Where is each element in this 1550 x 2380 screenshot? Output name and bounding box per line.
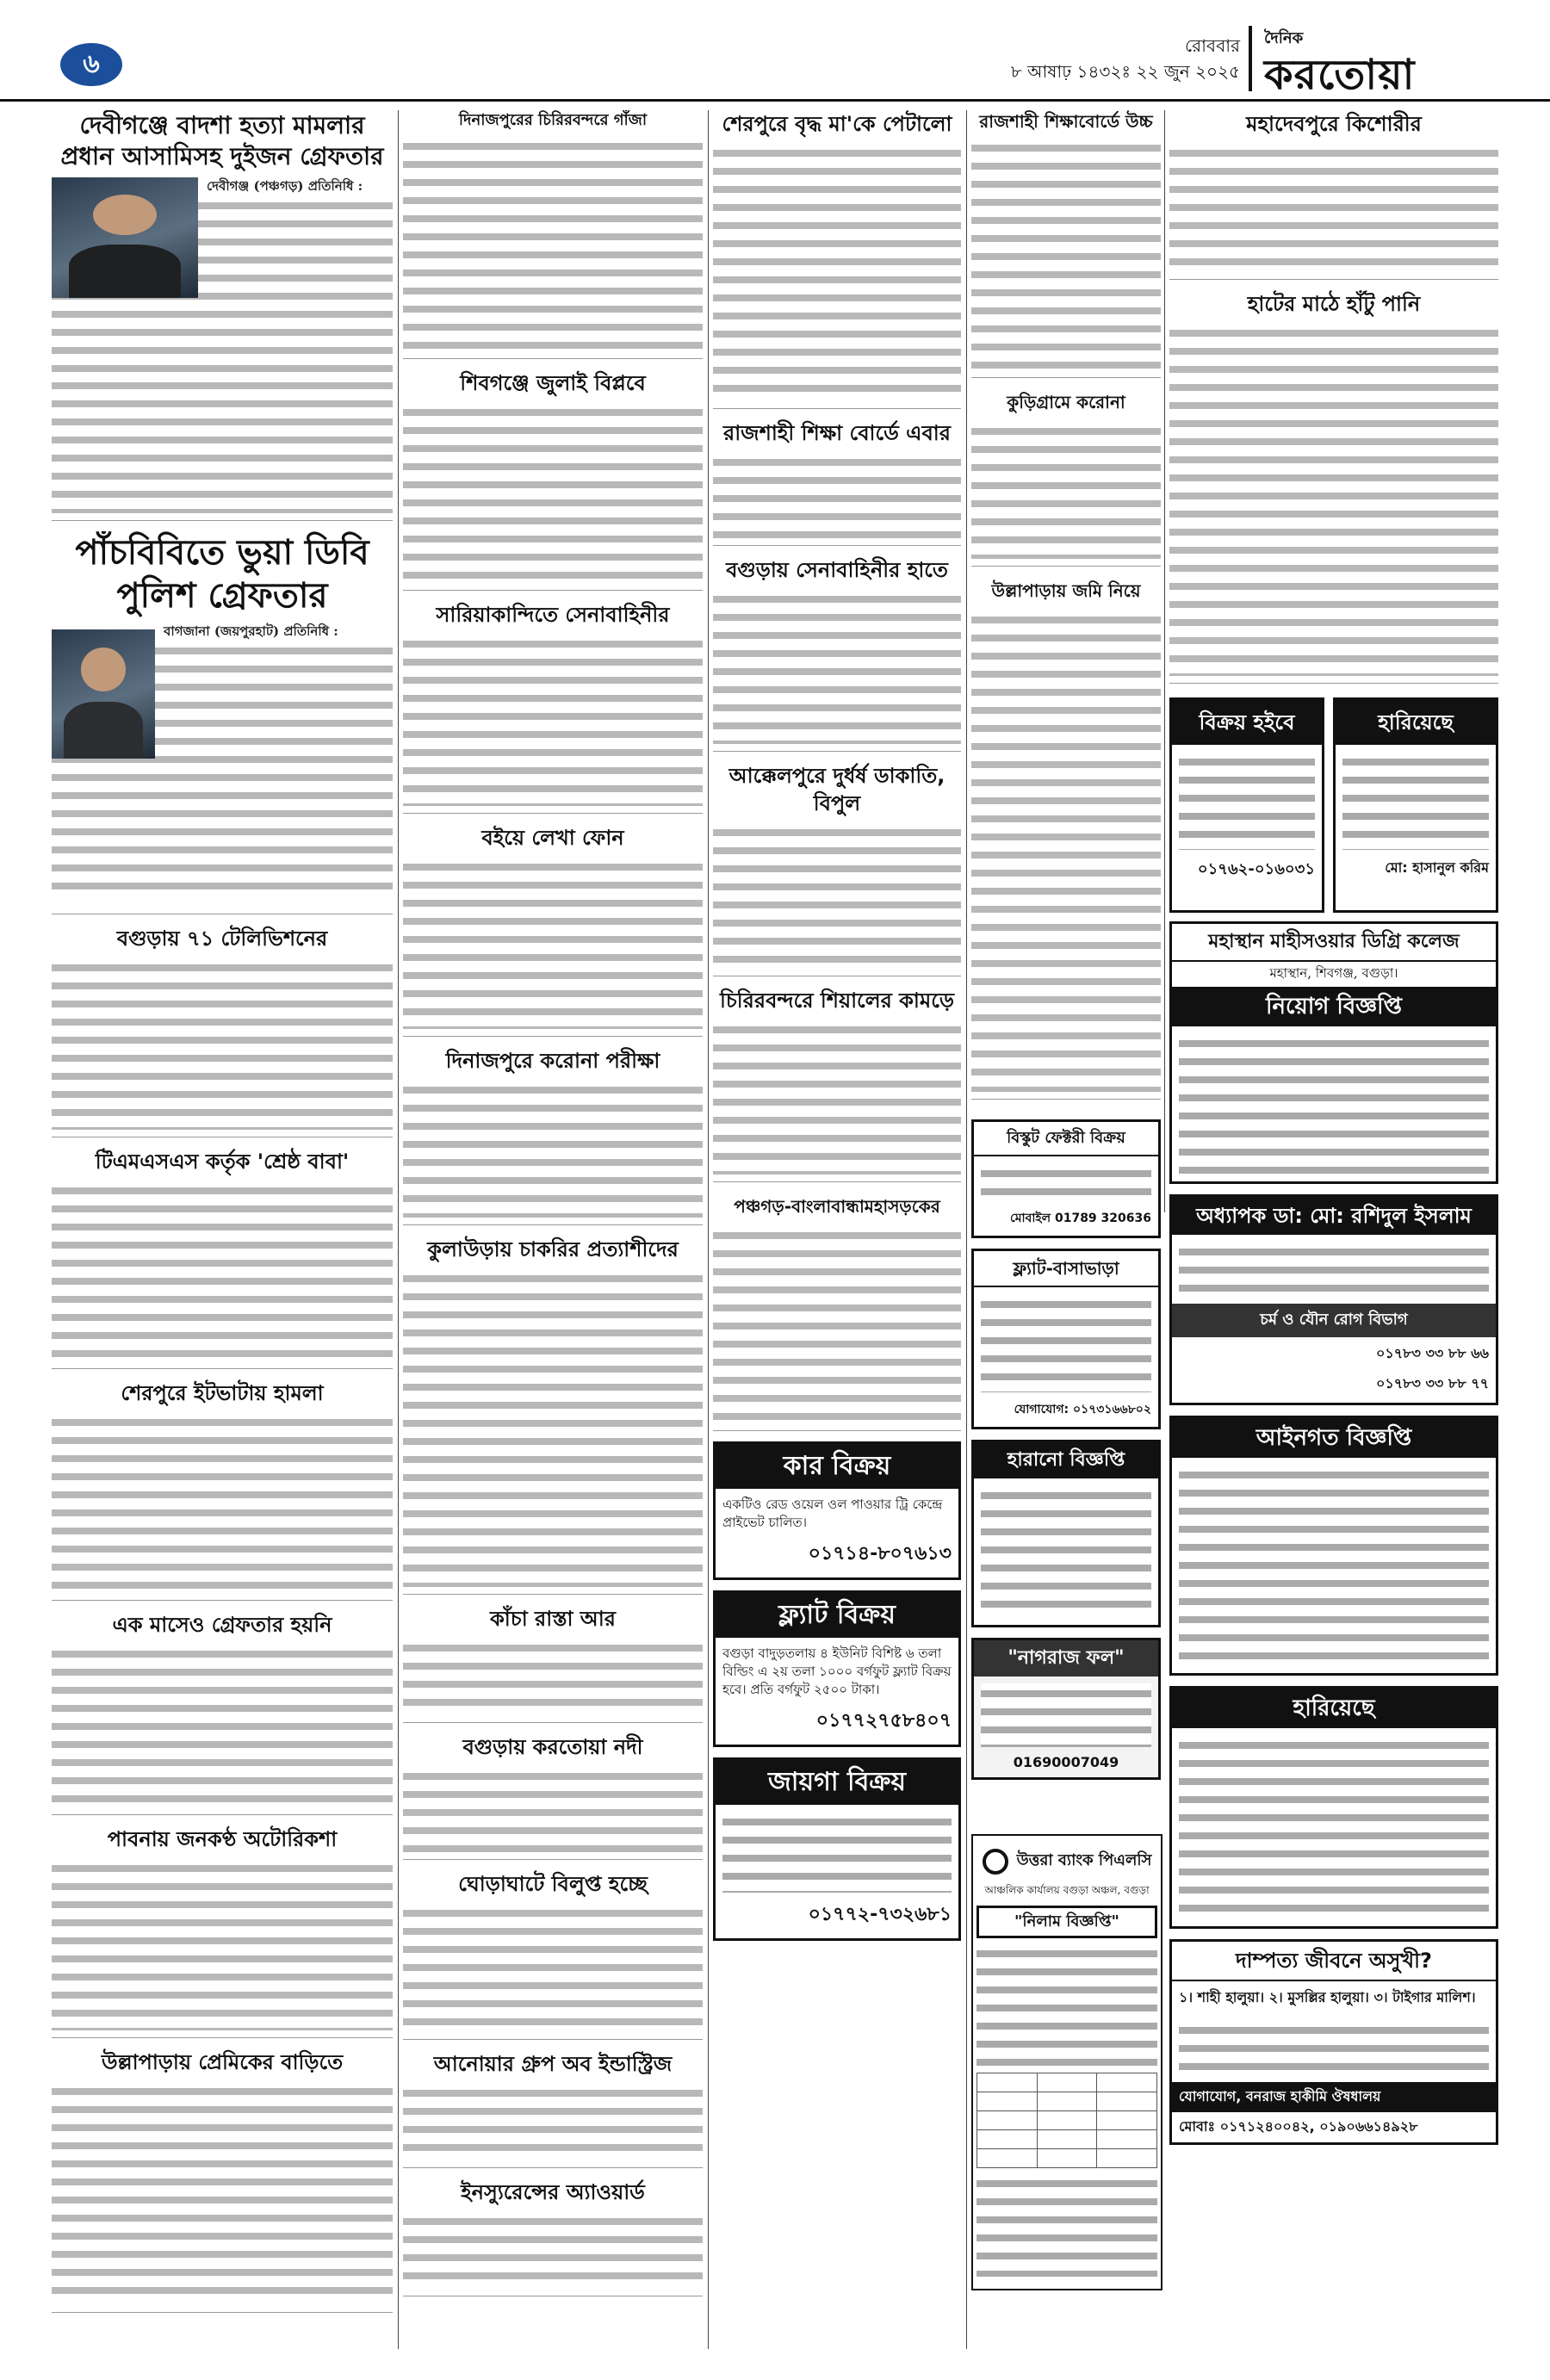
ad-phone: ০১৭১৪-৮০৭৬১৩ <box>808 1543 952 1565</box>
logo-name: করতোয়া <box>1264 51 1416 99</box>
lost-ad-slot <box>1333 697 1498 913</box>
ad-title: ফ্ল্যাট-বাসাভাড়া <box>974 1251 1158 1287</box>
story-text <box>52 1181 393 1361</box>
story-headline[interactable]: শেরপুরে ইটভাটায় হামলা <box>121 1381 324 1405</box>
ad-text <box>1179 1465 1489 1666</box>
ad-text <box>981 1294 1151 1392</box>
story-text <box>713 143 961 401</box>
ad-text <box>1179 1735 1489 1919</box>
story-headline[interactable]: দিনাজপুরে করোনা পরীক্ষা <box>445 1049 660 1073</box>
ad-title: আইনগত বিজ্ঞপ্তি <box>1172 1418 1496 1458</box>
story-text <box>52 1644 393 1807</box>
recruitment-notice[interactable] <box>1169 921 1498 1184</box>
column-2 <box>403 110 703 2349</box>
story-headline[interactable]: আক্কেলপুরে দুর্ধর্ষ ডাকাতি, বিপুল <box>728 764 946 815</box>
lost-certificate-notice[interactable] <box>1169 1686 1498 1929</box>
bank-logo-icon <box>983 1849 1008 1875</box>
story-headline[interactable]: পাবনায় জনকণ্ঠ অটোরিকশা <box>107 1827 338 1851</box>
story-headline[interactable]: উল্লাপাড়ায় প্রেমিকের বাড়িতে <box>101 2050 344 2074</box>
story <box>403 1236 703 1595</box>
story-headline[interactable]: পাঁচবিবিতে ভুয়া ডিবি পুলিশ গ্রেফতার <box>75 533 369 616</box>
ad-text <box>1179 752 1315 850</box>
ad-title: "নাগরাজ ফল" <box>974 1640 1158 1677</box>
bank-branch: আঞ্চলিক কার্যালয় বগুড়া অঞ্চল, বগুড়া <box>984 1884 1150 1896</box>
story-headline[interactable]: রাজশাহী শিক্ষাবোর্ডে উচ্চ <box>979 111 1153 132</box>
story-text <box>52 2081 393 2305</box>
ad-title: হারিয়েছে <box>1336 700 1496 745</box>
story-headline[interactable]: আনোয়ার গ্রুপ অব ইন্ডাস্ট্রিজ <box>433 2052 673 2076</box>
date-label: ৮ আষাঢ় ১৪৩২ঃ ২২ জুন ২০২৫ <box>1010 61 1240 82</box>
day-label: রোববার <box>1185 35 1240 56</box>
story-text <box>403 1903 703 2032</box>
story-headline[interactable]: দিনাজপুরের চিরিরবন্দরে গাঁজা <box>458 111 648 129</box>
story <box>971 110 1161 378</box>
story-text <box>971 138 1161 370</box>
story <box>403 824 703 1037</box>
story <box>52 1379 393 1601</box>
land-sale-ad[interactable] <box>713 1757 961 1941</box>
story-headline[interactable]: হাটের মাঠে হাঁটু পানি <box>1247 292 1421 316</box>
story <box>52 1611 393 1815</box>
story <box>713 110 961 409</box>
story <box>52 531 393 914</box>
column-4-ads <box>971 1119 1161 1825</box>
story <box>971 577 1161 1100</box>
lost-ad[interactable] <box>1333 697 1498 913</box>
page-number: ৬ <box>60 43 122 86</box>
right-ads <box>1169 921 1498 2299</box>
story-text <box>403 1268 703 1587</box>
ad-phone: যোগাযোগ: ০১৭৩১৬৬৮০২ <box>1014 1403 1151 1416</box>
lead-byline: দেবীগঞ্জ (পঞ্চগড়) প্রতিনিধি : <box>207 178 363 194</box>
college-name: মহাস্থান মাহীসওয়ার ডিগ্রি কলেজ <box>1172 924 1496 962</box>
story <box>403 2050 703 2168</box>
story-headline[interactable]: বইয়ে লেখা ফোন <box>481 826 624 850</box>
column-rule <box>708 110 709 2349</box>
story-headline[interactable]: এক মাসেও গ্রেফতার হয়নি <box>112 1613 332 1637</box>
bank-name: উত্তরা ব্যাংক পিএলসি <box>1016 1851 1152 1869</box>
story <box>403 369 703 591</box>
story-headline[interactable]: উল্লাপাড়ায় জমি নিয়ে <box>991 580 1141 601</box>
story-headline[interactable]: শেরপুরে বৃদ্ধ মা'কে পেটালো <box>722 112 952 136</box>
ad-text <box>1342 752 1489 850</box>
flat-rent-ad[interactable] <box>971 1249 1161 1429</box>
story-text <box>403 857 703 1029</box>
story-headline[interactable]: মহাদেবপুরে কিশোরীর <box>1246 112 1422 136</box>
ad-phone: ০১৭৭২৭৫৮৪০৭ <box>815 1710 952 1732</box>
story-headline[interactable]: শিবগঞ্জে জুলাই বিপ্লবে <box>460 371 646 395</box>
story <box>403 2179 703 2296</box>
story-text <box>713 1225 961 1423</box>
ad-text: বগুড়া বাদুড়তলায় ৪ ইউনিট বিশিষ্ট ৬ তলা বিল্ডিং এ ২য় তলা ১০০০ বর্গফুট ফ্ল্যাট বিক্রয় হবে। প্রতি বর্গফুট ২৫০০ টাকা। <box>722 1646 952 1697</box>
story-headline[interactable]: টিএমএসএস কর্তৃক 'শ্রেষ্ঠ বাবা' <box>95 1150 350 1174</box>
story <box>713 1193 961 1431</box>
column-rule <box>1164 110 1165 1212</box>
ad-phone: ০১৭৬২-০১৬০৩১ <box>1197 860 1315 878</box>
ad-title: ফ্ল্যাট বিক্রয় <box>716 1593 958 1638</box>
ad-title: হারানো বিজ্ঞপ্তি <box>974 1442 1158 1478</box>
ad-items: ১। শাহী হালুয়া। ২। মুসল্লির হালুয়া। ৩। টাইগার মালিশ। <box>1179 1989 1476 2005</box>
college-location: মহাস্থান, শিবগঞ্জ, বগুড়া। <box>1269 965 1398 981</box>
story-text <box>1169 143 1498 272</box>
legal-notice[interactable] <box>1169 1416 1498 1676</box>
ad-text <box>976 2173 1157 2277</box>
story-text <box>713 822 961 969</box>
column-rule <box>398 110 399 2349</box>
notice-title: নিয়োগ বিজ্ঞপ্তি <box>1172 987 1496 1026</box>
ad-title: বিস্কুট ফেক্টরী বিক্রয় <box>974 1122 1158 1156</box>
story <box>52 925 393 1137</box>
masthead <box>0 0 1550 102</box>
news-photo <box>52 177 198 298</box>
story-headline[interactable]: সারিয়াকান্দিতে সেনাবাহিনীর <box>436 603 670 627</box>
story-text <box>52 1858 393 2030</box>
ad-title: দাম্পত্য জীবনে অসুখী? <box>1172 1942 1496 1981</box>
story-text <box>403 1766 703 1852</box>
story-text <box>52 1412 393 1593</box>
story-text <box>713 1020 961 1175</box>
fruit-ad[interactable] <box>971 1638 1161 1780</box>
story-text <box>403 1080 703 1218</box>
story <box>52 1825 393 2038</box>
story-headline[interactable]: ইনস্যুরেন্সের অ্যাওয়ার্ড <box>461 2180 645 2204</box>
ad-text <box>1179 1033 1489 1175</box>
column-5 <box>1169 110 1498 696</box>
story-byline: বাগজানা (জয়পুরহাট) প্রতিনিধি : <box>164 623 338 639</box>
story <box>403 110 703 359</box>
story-text <box>713 452 961 538</box>
flat-sale-ad[interactable] <box>713 1590 961 1747</box>
story-headline[interactable]: বগুড়ায় করতোয়া নদী <box>462 1735 643 1759</box>
story-headline[interactable]: কুড়িগ্রামে করোনা <box>1007 392 1125 412</box>
ad-phone: ০১৭৭২-৭৩২৬৮১ <box>808 1904 952 1925</box>
story <box>713 419 961 546</box>
story-text <box>403 2083 703 2160</box>
story <box>713 556 961 752</box>
story <box>403 1047 703 1225</box>
ad-text: একটিও রেড ওয়েল ওল পাওয়ার ট্রি কেন্দ্রে প্রাইভেট চালিত। <box>722 1497 943 1530</box>
lead-story <box>52 110 393 521</box>
ad-title: বিক্রয় হইবে <box>1172 700 1322 745</box>
column-4 <box>971 110 1161 1212</box>
story-text <box>52 958 393 1130</box>
story-headline[interactable]: কাঁচা রাস্তা আর <box>490 1607 616 1631</box>
auction-table <box>976 2073 1157 2168</box>
news-photo <box>52 629 155 759</box>
story-text <box>403 136 703 351</box>
column-1 <box>52 110 393 2349</box>
ad-text <box>1179 2020 1489 2075</box>
doctor-ad[interactable] <box>1169 1194 1498 1405</box>
story-text <box>52 375 393 513</box>
ad-text <box>981 1683 1151 1747</box>
story-text <box>403 402 703 583</box>
story <box>403 601 703 814</box>
story <box>403 1733 703 1860</box>
story-headline[interactable]: ঘোড়াঘাটে বিলুপ্ত হচ্ছে <box>458 1872 648 1896</box>
sale-ad[interactable] <box>1169 697 1324 913</box>
story <box>1169 110 1498 280</box>
ad-text <box>722 1812 952 1893</box>
story-headline[interactable]: কুলাউড়ায় চাকরির প্রত্যাশীদের <box>427 1237 679 1261</box>
ad-title: জায়গা বিক্রয় <box>716 1760 958 1805</box>
story <box>52 2048 393 2313</box>
ad-text <box>981 1485 1151 1618</box>
car-sale-ad[interactable] <box>713 1441 961 1580</box>
ad-text <box>976 1943 1157 2073</box>
ad-phone: মোবাঃ ০১৭১২৪০০৪২, ০১৯০৬৬১৪৯২৮ <box>1179 2118 1418 2135</box>
story-headline[interactable]: পঞ্চগড়-বাংলাবান্ধামহাসড়কের <box>734 1196 940 1217</box>
story <box>403 1870 703 2040</box>
story <box>52 1148 393 1369</box>
story-text <box>403 1638 703 1715</box>
story <box>1169 290 1498 684</box>
story-headline[interactable]: চিরিরবন্দরে শিয়ালের কামড়ে <box>719 989 954 1013</box>
doctor-name: অধ্যাপক ডা: মো: রশিদুল ইসলাম <box>1172 1197 1496 1235</box>
ad-phone: মো: হাসানুল করিম <box>1385 859 1489 876</box>
marital-health-ad[interactable] <box>1169 1939 1498 2145</box>
story-text <box>971 610 1161 1092</box>
story-headline[interactable]: রাজশাহী শিক্ষা বোর্ডে এবার <box>723 421 951 445</box>
dateline <box>1011 33 1240 84</box>
story-text <box>403 2211 703 2289</box>
story <box>713 762 961 976</box>
story-headline[interactable]: বগুড়ায় ৭১ টেলিভিশনের <box>116 927 328 951</box>
ad-phone: 01690007049 <box>1013 1754 1119 1770</box>
story <box>713 987 961 1182</box>
doctor-phone-2: ০১৭৮৩ ৩৩ ৮৮ ৭৭ <box>1375 1375 1489 1391</box>
story-text <box>403 634 703 806</box>
factory-sale-ad[interactable] <box>971 1119 1161 1238</box>
sale-ad-slot <box>1169 697 1324 913</box>
column-rule <box>966 110 967 2349</box>
column-3 <box>713 110 961 2349</box>
ad-title: হারিয়েছে <box>1172 1689 1496 1728</box>
story <box>971 388 1161 567</box>
doctor-phone-1: ০১৭৮৩ ৩৩ ৮৮ ৬৬ <box>1375 1345 1489 1361</box>
newspaper-logo <box>1249 26 1498 99</box>
ad-title: কার বিক্রয় <box>716 1444 958 1489</box>
ad-phone: মোবাইল 01789 320636 <box>1010 1212 1151 1225</box>
lead-headline[interactable]: দেবীগঞ্জে বাদশা হত্যা মামলার প্রধান আসামিসহ দুইজন গ্রেফতার <box>60 111 384 170</box>
bank-auction-notice[interactable] <box>971 1834 1162 2290</box>
ad-contact: যোগাযোগ, বনরাজ হাকীমি ঔষধালয় <box>1172 2082 1496 2112</box>
doctor-specialty: চর্ম ও যৌন রোগ বিভাগ <box>1172 1304 1496 1337</box>
auction-title: "নিলাম বিজ্ঞপ্তি" <box>976 1906 1157 1938</box>
story-text <box>713 589 961 744</box>
lost-notice-ad[interactable] <box>971 1440 1161 1627</box>
story-headline[interactable]: বগুড়ায় সেনাবাহিনীর হাতে <box>726 558 948 582</box>
story-text <box>1169 323 1498 676</box>
ad-text <box>981 1163 1151 1201</box>
ad-text <box>1179 1242 1489 1297</box>
logo-daily: দৈনিক <box>1264 29 1304 47</box>
story-text <box>971 421 1161 559</box>
story <box>403 1605 703 1723</box>
